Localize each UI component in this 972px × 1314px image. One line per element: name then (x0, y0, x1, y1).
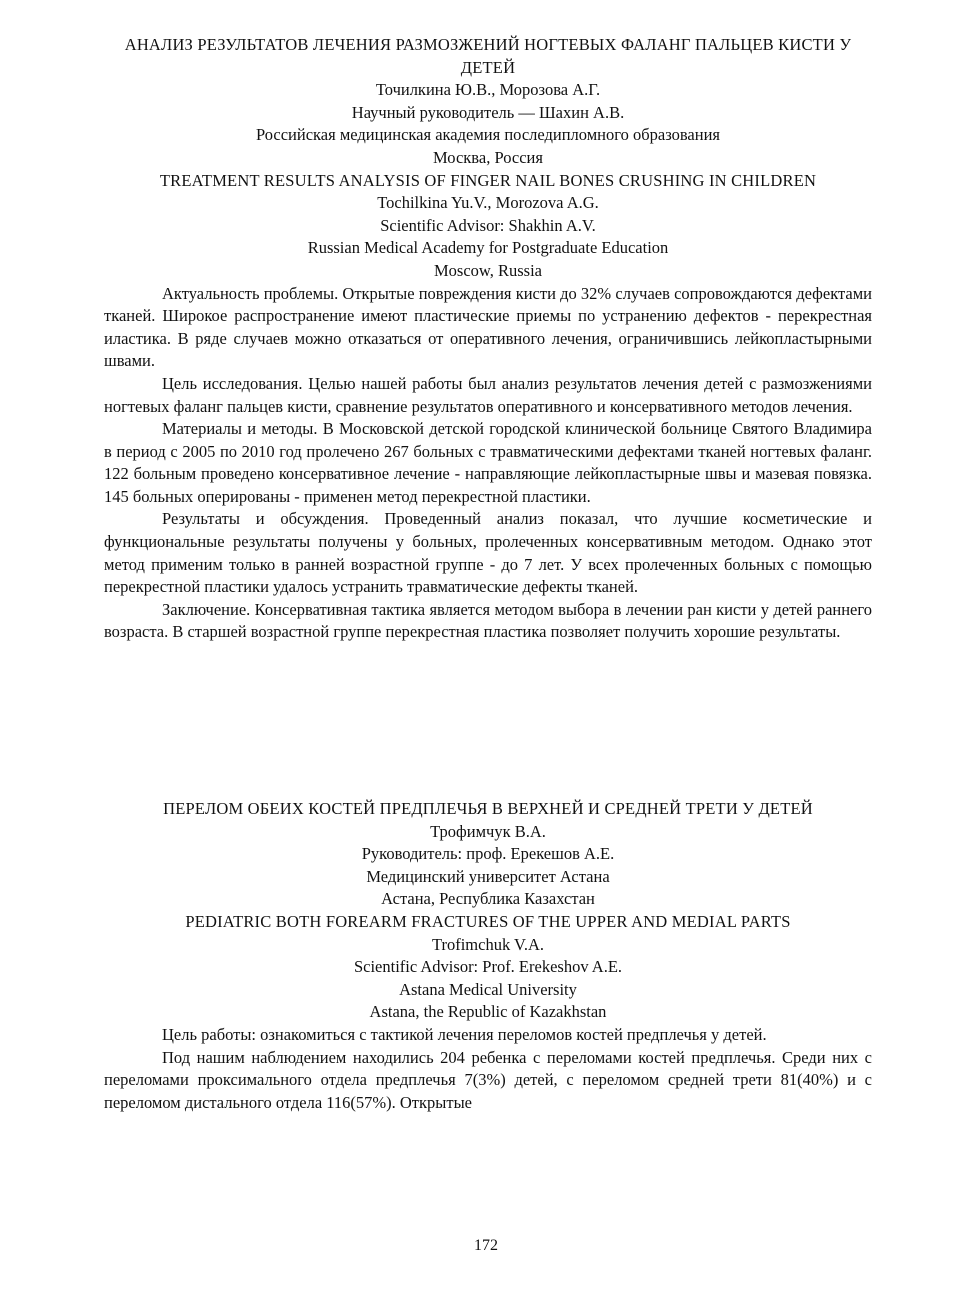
article-2-authors-en: Trofimchuk V.A. (431, 934, 544, 954)
article-1-advisor-en: Scientific Advisor: Shakhin A.V. (380, 215, 596, 235)
article-1-paragraph-conclusion: Заключение. Консервативная тактика является методом выбора в лечении ран кисти у детей раннего возраста. В старшей возрастной группе перекрестная пластика позволяет получить хорошие результаты. (104, 599, 872, 642)
article-2-city-ru: Астана, Республика Казахстан (381, 889, 595, 909)
article-2-paragraph-aim: Цель работы: ознакомиться с тактикой лечения переломов костей предплечья у детей. (162, 1024, 767, 1044)
article-2-advisor-en: Scientific Advisor: Prof. Erekeshov A.E. (353, 957, 623, 977)
article-2-authors-ru: Трофимчук В.А. (430, 821, 546, 841)
article-2-paragraph-observations: Под нашим наблюдением находились 204 ребенка с переломами костей предплечья. Среди них с переломами проксимального отдела предплечья 7(3%) детей, с переломом средней трети 81(40%) и с переломом дистального отдела 116(57%). Открытые (104, 1047, 872, 1112)
article-1-paragraph-relevance: Актуальность проблемы. Открытые повреждения кисти до 32% случаев сопровождаются дефектами тканей. Широкое распространение имеют пластические приемы по устранению дефектов - перекрестная иластика. В ряде случаев можно отказаться от оперативного лечения, ограничившись лейкопластырными швами. (104, 283, 872, 371)
article-1-institution-ru: Российская медицинская академия последипломного образования (255, 125, 721, 145)
article-1-advisor-ru: Научный руководитель — Шахин А.В. (351, 102, 625, 122)
article-1-title-en: TREATMENT RESULTS ANALYSIS OF FINGER NAIL BONES CRUSHING IN CHILDREN (159, 170, 817, 190)
article-2-institution-ru: Медицинский университет Астана (366, 866, 610, 886)
article-1-paragraph-aim: Цель исследования. Целью нашей работы был анализ результатов лечения детей с размозжениями ногтевых фаланг пальцев кисти, сравнение результатов оперативного и консервативного методов лечения. (104, 373, 872, 416)
article-2-advisor-ru: Руководитель: проф. Ерекешов А.Е. (361, 844, 615, 864)
article-2 (104, 798, 872, 1114)
article-1-title-ru: АНАЛИЗ РЕЗУЛЬТАТОВ ЛЕЧЕНИЯ РАЗМОЗЖЕНИЙ НОГТЕВЫХ ФАЛАНГ ПАЛЬЦЕВ КИСТИ У ДЕТЕЙ (124, 35, 852, 77)
article-1-authors-ru: Точилкина Ю.В., Морозова А.Г. (375, 80, 601, 100)
article-1-city-en: Moscow, Russia (433, 260, 542, 280)
article-1-institution-en: Russian Medical Academy for Postgraduate Education (307, 238, 669, 258)
article-2-institution-en: Astana Medical University (399, 979, 577, 999)
article-1-paragraph-methods: Материалы и методы. В Московской детской городской клинической больнице Святого Владимира в период с 2005 по 2010 год пролечено 267 больных с травматическими дефектами тканей ногтевых фаланг. 122 больным проведено консервативное лечение - направляющие лейкопластырные швы и мазевая повязка. 145 больных оперированы - применен метод перекрестной пластики. (104, 419, 872, 506)
article-2-title-ru: ПЕРЕЛОМ ОБЕИХ КОСТЕЙ ПРЕДПЛЕЧЬЯ В ВЕРХНЕЙ И СРЕДНЕЙ ТРЕТИ У ДЕТЕЙ (163, 799, 813, 818)
page-number: 172 (474, 1237, 498, 1254)
article-1-authors-en: Tochilkina Yu.V., Morozova A.G. (377, 193, 599, 213)
article-1 (104, 34, 872, 644)
article-1-paragraph-results: Результаты и обсуждения. Проведенный анализ показал, что лучшие косметические и функциональные результаты получены у больных, пролеченных консервативным методом. Однако этот метод применим только в ранней возрастной группе - до 7 лет. У всех пролеченных больных с помощью перекрестной пластики удалось устранить травматические дефекты тканей. (104, 509, 872, 597)
article-1-city-ru: Москва, Россия (433, 147, 543, 167)
article-2-city-en: Astana, the Republic of Kazakhstan (369, 1002, 607, 1022)
article-2-title-en: PEDIATRIC BOTH FOREARM FRACTURES OF THE UPPER AND MEDIAL PARTS (185, 911, 791, 931)
